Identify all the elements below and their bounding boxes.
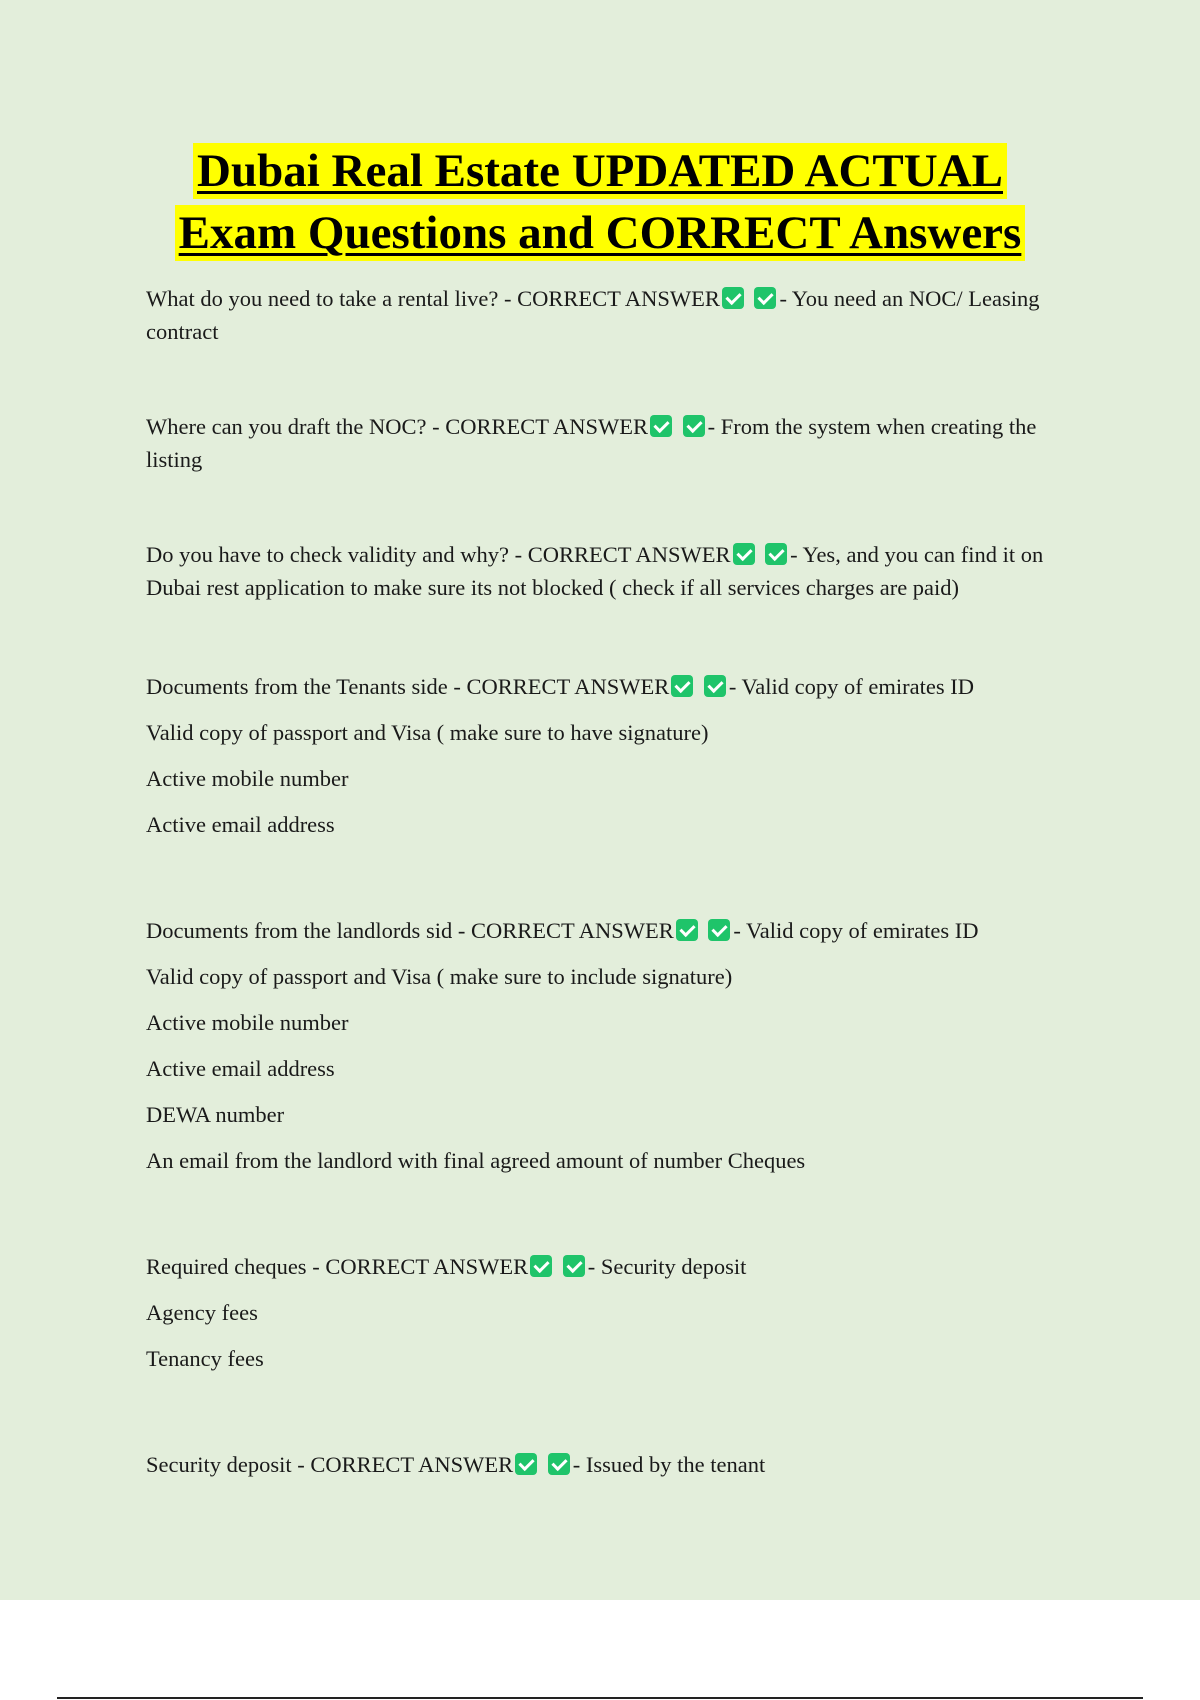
answer-text: Issued by the tenant (585, 1452, 766, 1477)
answer-text: Valid copy of emirates ID (741, 674, 974, 699)
question-text: Documents from the Tenants side (146, 674, 448, 699)
answer-line: Active email address (146, 812, 335, 837)
question-text: Security deposit (146, 1452, 292, 1477)
answer-line: Agency fees (146, 1300, 258, 1325)
answer-line: Tenancy fees (146, 1346, 264, 1371)
qa-first-line: Documents from the landlords sid - CORRECT ANSWER - Valid copy of emirates ID (146, 918, 979, 943)
qa-item (146, 908, 1096, 1184)
check-mark-icon (650, 415, 672, 437)
answer-line: Valid copy of passport and Visa ( make sure to include signature) (146, 964, 733, 989)
question-text: What do you need to take a rental live? (146, 286, 499, 311)
question-text: Do you have to check validity and why? (146, 542, 510, 567)
answer-text: From the system when creating the listing (146, 414, 1037, 472)
answer-text: Yes, and you can find it on Dubai rest application to make sure its not blocked ( check if all services charges are paid) (146, 542, 1044, 600)
answer-line: DEWA number (146, 1102, 285, 1127)
answer-marker: CORRECT ANSWER (517, 286, 720, 311)
qa-item (146, 664, 1096, 848)
answer-marker: CORRECT ANSWER (310, 1452, 514, 1477)
check-mark-icon (515, 1453, 537, 1475)
document-title (0, 143, 1200, 267)
answer-text: Valid copy of emirates ID (746, 918, 979, 943)
check-mark-icon (683, 415, 705, 437)
qa-first-line: Security deposit - CORRECT ANSWER - Issued by the tenant (146, 1452, 766, 1477)
qa-item: What do you need to take a rental live? - CORRECT ANSWER - You need an NOC/ Leasing contract (146, 286, 1040, 344)
answer-marker: CORRECT ANSWER (466, 674, 670, 699)
answer-text: Security deposit (600, 1254, 747, 1279)
title-line-2: Exam Questions and CORRECT Answers (175, 205, 1026, 261)
answer-line: Active mobile number (146, 1010, 349, 1035)
check-mark-icon (722, 287, 744, 309)
qa-item: Where can you draft the NOC? - CORRECT ANSWER - From the system when creating the listing (146, 414, 1037, 472)
check-mark-icon (671, 675, 693, 697)
check-mark-icon (754, 287, 776, 309)
answer-line: Active mobile number (146, 766, 349, 791)
answer-line: Valid copy of passport and Visa ( make sure to have signature) (146, 720, 709, 745)
qa-item (146, 1244, 1096, 1382)
answer-marker: CORRECT ANSWER (325, 1254, 529, 1279)
answer-text: You need an NOC/ Leasing contract (146, 286, 1040, 344)
answer-line: Active email address (146, 1056, 335, 1081)
answer-marker: CORRECT ANSWER (445, 414, 649, 439)
qa-item (146, 1442, 1096, 1488)
check-mark-icon (733, 543, 755, 565)
check-mark-icon (548, 1453, 570, 1475)
answer-marker: CORRECT ANSWER (470, 918, 674, 943)
question-text: Where can you draft the NOC? (146, 414, 427, 439)
check-mark-icon (765, 543, 787, 565)
qa-first-line: Required cheques - CORRECT ANSWER - Security deposit (146, 1254, 747, 1279)
title-line-1: Dubai Real Estate UPDATED ACTUAL (193, 143, 1007, 199)
qa-first-line: Documents from the Tenants side - CORRECT ANSWER - Valid copy of emirates ID (146, 674, 974, 699)
answer-marker: CORRECT ANSWER (527, 542, 731, 567)
footer-rule (57, 1697, 1143, 1699)
check-mark-icon (704, 675, 726, 697)
check-mark-icon (708, 919, 730, 941)
question-text: Required cheques (146, 1254, 307, 1279)
check-mark-icon (676, 919, 698, 941)
qa-list (146, 282, 1096, 1488)
answer-line: An email from the landlord with final agreed amount of number Cheques (146, 1148, 806, 1173)
check-mark-icon (563, 1255, 585, 1277)
question-text: Documents from the landlords sid (146, 918, 453, 943)
qa-item: Do you have to check validity and why? - CORRECT ANSWER - Yes, and you can find it on Dubai rest application to make sure its not blocked ( check if all services charges are paid) (146, 542, 1044, 600)
check-mark-icon (530, 1255, 552, 1277)
